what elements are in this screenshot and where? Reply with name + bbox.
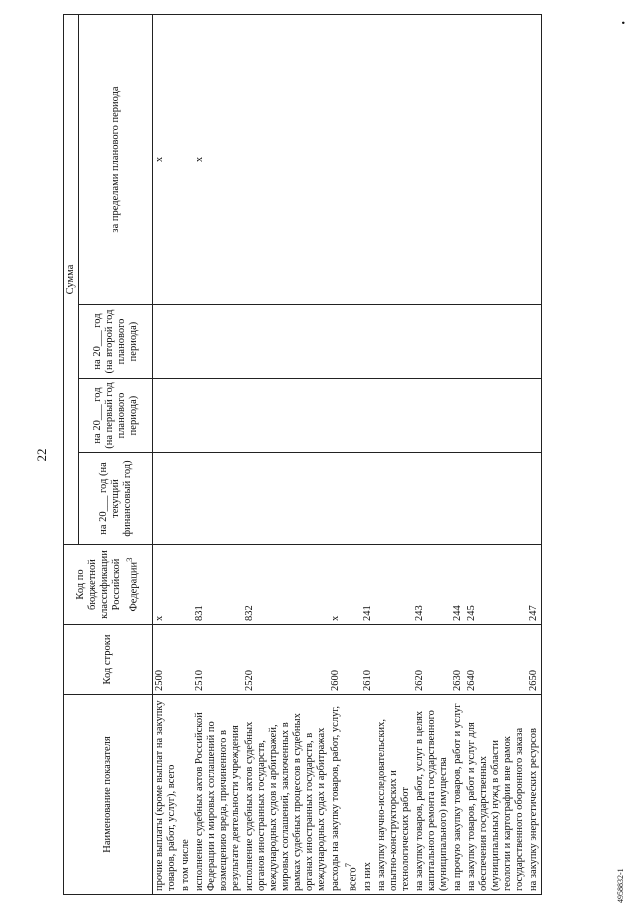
- row-budget-code: [375, 545, 413, 625]
- header-year-current: на 20___ год (на текущий финансовый год): [79, 453, 153, 545]
- header-budget-code: Код по бюджетной классификации Российской Федерации$^3$: [64, 545, 153, 625]
- row-beyond: [243, 14, 329, 304]
- row-budget-code: [179, 545, 193, 625]
- table-row: [361, 14, 375, 894]
- table-row: [243, 14, 329, 894]
- row-year-second: [451, 305, 465, 379]
- table-row: [413, 14, 451, 894]
- row-line-code: 2610: [361, 625, 375, 695]
- row-year-current: [179, 453, 193, 545]
- row-line-code: 2520: [243, 625, 329, 695]
- row-year-current: [451, 453, 465, 545]
- row-line-code: 2630: [451, 625, 465, 695]
- row-name: на закупку энергетических ресурсов: [527, 695, 542, 895]
- row-year-current: [361, 453, 375, 545]
- row-line-code: 2510: [193, 625, 243, 695]
- row-budget-code: x: [329, 545, 361, 625]
- row-beyond: [179, 14, 193, 304]
- row-name: на закупку научно-исследовательских, опытно-конструкторских и технологических работ: [375, 695, 413, 895]
- row-beyond: [361, 14, 375, 304]
- row-line-code: 2500: [153, 625, 180, 695]
- row-budget-code: 244: [451, 545, 465, 625]
- row-name: на прочую закупку товаров, работ и услуг: [451, 695, 465, 895]
- row-year-second: [465, 305, 527, 379]
- row-year-first: [243, 379, 329, 453]
- table-row: [179, 14, 193, 894]
- row-beyond: [527, 14, 542, 304]
- row-year-current: [243, 453, 329, 545]
- row-year-second: [375, 305, 413, 379]
- header-beyond: за пределами планового периода: [79, 14, 153, 304]
- row-beyond: [375, 14, 413, 304]
- header-year-first: на 20___ год (на первый год планового периода): [79, 379, 153, 453]
- table-row: [465, 14, 527, 894]
- table-row: [193, 14, 243, 894]
- page-number: 22: [34, 448, 49, 462]
- row-budget-code: 831: [193, 545, 243, 625]
- row-beyond: [413, 14, 451, 304]
- row-name: расходы на закупку товаров, работ, услуг, всего$^7$: [329, 695, 361, 895]
- header-year-second: на 20___ год (на второй год планового периода): [79, 305, 153, 379]
- row-line-code: 2650: [527, 625, 542, 695]
- row-beyond: [465, 14, 527, 304]
- row-budget-code: 832: [243, 545, 329, 625]
- indicators-table: [63, 14, 542, 895]
- row-name: на закупку товаров, работ и услуг для обеспечения государственных (муниципальных) нужд в области геологии и картографии вне рамок государственного оборонного заказа: [465, 695, 527, 895]
- row-year-second: [361, 305, 375, 379]
- row-year-first: [413, 379, 451, 453]
- row-beyond: [451, 14, 465, 304]
- row-year-second: [179, 305, 193, 379]
- row-beyond: [329, 14, 361, 304]
- row-line-code: [375, 625, 413, 695]
- row-beyond: x: [193, 14, 243, 304]
- table-row: [375, 14, 413, 894]
- row-year-current: [465, 453, 527, 545]
- row-year-first: [451, 379, 465, 453]
- row-year-second: [413, 305, 451, 379]
- row-name: исполнение судебных актов Российской Федерации и мировых соглашений по возмещению вреда, причиненного в результате деятельности учреждения: [193, 695, 243, 895]
- row-budget-code: 247: [527, 545, 542, 625]
- row-budget-code: 243: [413, 545, 451, 625]
- table-row: [153, 14, 180, 894]
- row-name: прочие выплаты (кроме выплат на закупку товаров, работ, услуг), всего: [153, 695, 180, 895]
- row-name: в том числе: [179, 695, 193, 895]
- row-year-first: [361, 379, 375, 453]
- row-year-current: [193, 453, 243, 545]
- row-year-first: [193, 379, 243, 453]
- row-year-second: [153, 305, 180, 379]
- row-year-second: [329, 305, 361, 379]
- row-year-first: [527, 379, 542, 453]
- row-year-second: [193, 305, 243, 379]
- row-line-code: 2620: [413, 625, 451, 695]
- row-year-first: [375, 379, 413, 453]
- row-line-code: 2640: [465, 625, 527, 695]
- table-body: [153, 14, 542, 894]
- table-row: [329, 14, 361, 894]
- row-budget-code: x: [153, 545, 180, 625]
- header-name: Наименование показателя: [64, 695, 153, 895]
- row-line-code: 2600: [329, 625, 361, 695]
- row-year-first: [153, 379, 180, 453]
- header-sum: Сумма: [64, 14, 79, 544]
- row-year-current: [329, 453, 361, 545]
- table-row: [451, 14, 465, 894]
- row-budget-code: 241: [361, 545, 375, 625]
- rotated-page: [31, 15, 631, 903]
- row-name: на закупку товаров, работ, услуг в целях капитального ремонта государственного (муниципального) имущества: [413, 695, 451, 895]
- row-name: исполнение судебных актов судебных органов иностранных государств, международных судов и арбитражей, мировых соглашений, заключенных в рамках судебных процессов в судебных органах иностранных государств, в международных судах и арбитражах: [243, 695, 329, 895]
- row-beyond: x: [153, 14, 180, 304]
- row-line-code: [179, 625, 193, 695]
- row-year-current: [527, 453, 542, 545]
- table-row: [527, 14, 542, 894]
- row-name: из них: [361, 695, 375, 895]
- document-id: 4958832-1: [616, 868, 625, 903]
- row-year-second: [527, 305, 542, 379]
- row-year-current: [153, 453, 180, 545]
- row-year-second: [243, 305, 329, 379]
- table-header: [64, 14, 153, 894]
- row-year-current: [413, 453, 451, 545]
- row-budget-code: 245: [465, 545, 527, 625]
- row-year-first: [179, 379, 193, 453]
- row-year-first: [329, 379, 361, 453]
- row-year-current: [375, 453, 413, 545]
- header-line-code: Код строки: [64, 625, 153, 695]
- row-year-first: [465, 379, 527, 453]
- corner-mark: •: [619, 21, 630, 25]
